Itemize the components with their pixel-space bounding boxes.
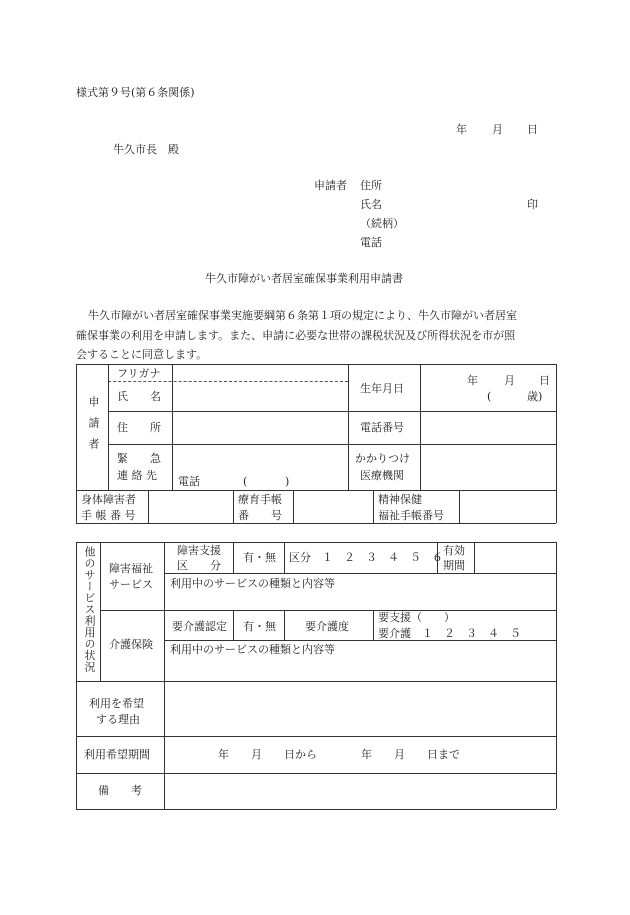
applicant-address-label: 住所 — [360, 179, 382, 192]
addressee: 牛久市長 殿 — [113, 143, 179, 156]
applicant-phone-label: 電話 — [360, 236, 382, 249]
applicant-label: 申請者 — [314, 179, 347, 192]
birth-month-label: 月 — [504, 374, 515, 387]
mental-label-1: 精神保健 — [378, 493, 422, 506]
furigana-label: フリガナ — [117, 367, 161, 380]
document-title: 牛久市障がい者居室確保事業利用申請書 — [205, 272, 403, 285]
seal-mark: 印 — [527, 198, 538, 211]
care-certification-label: 要介護認定 — [172, 620, 227, 633]
care-insurance-label: 介護保険 — [109, 638, 153, 651]
body-line-1: 牛久市障がい者居室確保事業実施要綱第６条第１項の規定により、牛久市障がい者居室 — [88, 309, 517, 322]
emergency-label-2: 連 絡 先 — [117, 469, 157, 482]
disability-service-label-2: サービス — [109, 578, 153, 591]
birth-day-label: 日 — [539, 374, 550, 387]
emergency-phone-paren-close: ) — [285, 475, 290, 488]
reason-label-1: 利用を希望 — [89, 697, 144, 710]
valid-period-label-2: 期間 — [443, 559, 465, 572]
disability-service-label-1: 障害福祉 — [109, 562, 153, 575]
period-text[interactable]: 年 月 日から 年 月 日まで — [218, 748, 460, 761]
clinic-field[interactable] — [421, 445, 555, 489]
reason-label-2: する理由 — [96, 713, 140, 726]
body-line-2: 確保事業の利用を申請します。また、申請に必要な世帯の課税状況及び所得状況を市が照 — [76, 329, 516, 342]
address-label: 住 所 — [117, 421, 161, 434]
address-field[interactable] — [173, 412, 347, 443]
physical-disability-label-1: 身体障害者 — [81, 493, 136, 506]
birth-year-label: 年 — [467, 374, 478, 387]
date-year: 年 — [456, 123, 467, 136]
age-paren-open: ( — [487, 390, 492, 403]
support-class-label-2: 区 分 — [177, 559, 221, 572]
other-services-vertical-label: 他のサービス利用の状況 — [83, 546, 96, 673]
date-month: 月 — [492, 123, 503, 136]
valid-period-label-1: 有効 — [443, 544, 465, 557]
support-class-yes-no[interactable]: 有・無 — [243, 551, 276, 564]
valid-period-field[interactable] — [475, 543, 555, 572]
rehab-label-1: 療育手帳 — [238, 493, 282, 506]
reason-field[interactable] — [165, 682, 555, 735]
age-unit: 歳) — [527, 390, 543, 403]
phone-number-field[interactable] — [421, 412, 555, 443]
applicant-relationship-label: （続柄） — [360, 217, 404, 230]
care-level-label: 要介護度 — [305, 620, 349, 633]
emergency-phone-label: 電話 — [178, 475, 200, 488]
care-service-content-field[interactable] — [165, 657, 555, 680]
support-level[interactable]: 要支援（ ） — [378, 611, 455, 624]
care-certification-yes-no[interactable]: 有・無 — [243, 620, 276, 633]
remarks-label: 備 考 — [98, 784, 142, 797]
form-number: 様式第９号(第６条関係) — [76, 86, 195, 99]
physical-disability-label-2: 手 帳 番 号 — [81, 509, 136, 522]
body-line-3: 会することに同意します。 — [76, 348, 208, 361]
birthdate-label: 生年月日 — [360, 382, 404, 395]
date-day: 日 — [527, 123, 538, 136]
support-class-label-1: 障害支援 — [177, 544, 221, 557]
period-label: 利用希望期間 — [84, 748, 150, 761]
rehab-label-2: 番 号 — [238, 509, 282, 522]
remarks-field[interactable] — [165, 774, 555, 808]
clinic-label-2: 医療機関 — [360, 469, 404, 482]
mental-label-2: 福祉手帳番号 — [378, 509, 444, 522]
care-levels[interactable]: 要介護 １ ２ ３ ４ ５ — [378, 627, 521, 640]
name-field[interactable] — [173, 382, 347, 410]
care-service-content-label: 利用中のサービスの種類と内容等 — [170, 643, 335, 656]
clinic-label-1: かかりつけ — [355, 452, 410, 465]
applicant-name-label: 氏名 — [360, 198, 382, 211]
disability-service-content-field[interactable] — [165, 590, 555, 609]
emergency-label-1: 緊 急 — [117, 452, 161, 465]
emergency-phone-paren-open: ( — [243, 475, 248, 488]
disability-service-content-label: 利用中のサービスの種類と内容等 — [170, 577, 335, 590]
phone-number-label: 電話番号 — [360, 421, 404, 434]
applicant-vertical-label: 申請者 — [87, 396, 100, 459]
support-class-levels[interactable]: 区分 １ ２ ３ ４ ５ ６ — [289, 551, 443, 564]
name-label: 氏 名 — [117, 390, 161, 403]
